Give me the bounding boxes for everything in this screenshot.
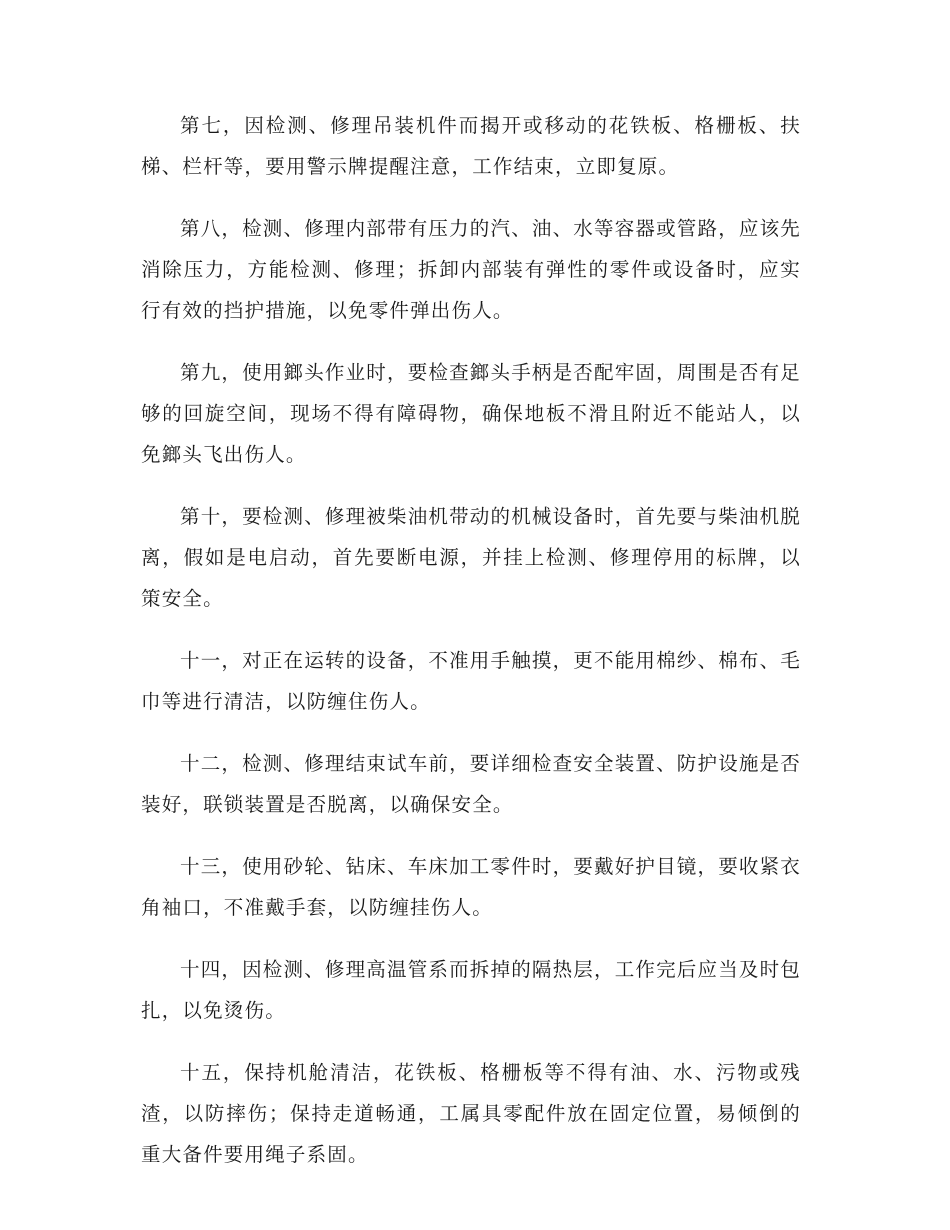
paragraph-item-7: 第七，因检测、修理吊装机件而揭开或移动的花铁板、格栅板、扶梯、栏杆等，要用警示牌提醒注意，工作结束，立即复原。 [141, 114, 801, 178]
paragraph-item-12: 十二，检测、修理结束试车前，要详细检查安全装置、防护设施是否装好，联锁装置是否脱离，以确保安全。 [141, 752, 802, 816]
paragraph-item-8: 第八，检测、修理内部带有压力的汽、油、水等容器或管路，应该先消除压力，方能检测、修理；拆卸内部装有弹性的零件或设备时，应实行有效的挡护措施，以免零件弹出伤人。 [141, 217, 802, 322]
document-body [141, 105, 801, 1196]
paragraph-item-15: 十五，保持机舱清洁，花铁板、格栅板等不得有油、水、污物或残渣，以防摔伤；保持走道畅通，工属具零配件放在固定位置，易倾倒的重大备件要用绳子系固。 [141, 1061, 801, 1166]
paragraph-item-13: 十三，使用砂轮、钻床、车床加工零件时，要戴好护目镜，要收紧衣角袖口，不准戴手套，以防缠挂伤人。 [141, 855, 802, 919]
paragraph-item-9: 第九，使用鎯头作业时，要检查鎯头手柄是否配牢固，周围是否有足够的回旋空间，现场不得有障碍物，确保地板不滑且附近不能站人，以免鎯头飞出伤人。 [141, 361, 802, 466]
paragraph-item-10: 第十，要检测、修理被柴油机带动的机械设备时，首先要与柴油机脱离，假如是电启动，首先要断电源，并挂上检测、修理停用的标牌，以策安全。 [141, 505, 802, 610]
paragraph-item-14: 十四，因检测、修理高温管系而拆掉的隔热层，工作完后应当及时包扎，以免烫伤。 [141, 958, 802, 1022]
paragraph-item-11: 十一，对正在运转的设备，不准用手触摸，更不能用棉纱、棉布、毛巾等进行清洁，以防缠住伤人。 [141, 649, 802, 713]
